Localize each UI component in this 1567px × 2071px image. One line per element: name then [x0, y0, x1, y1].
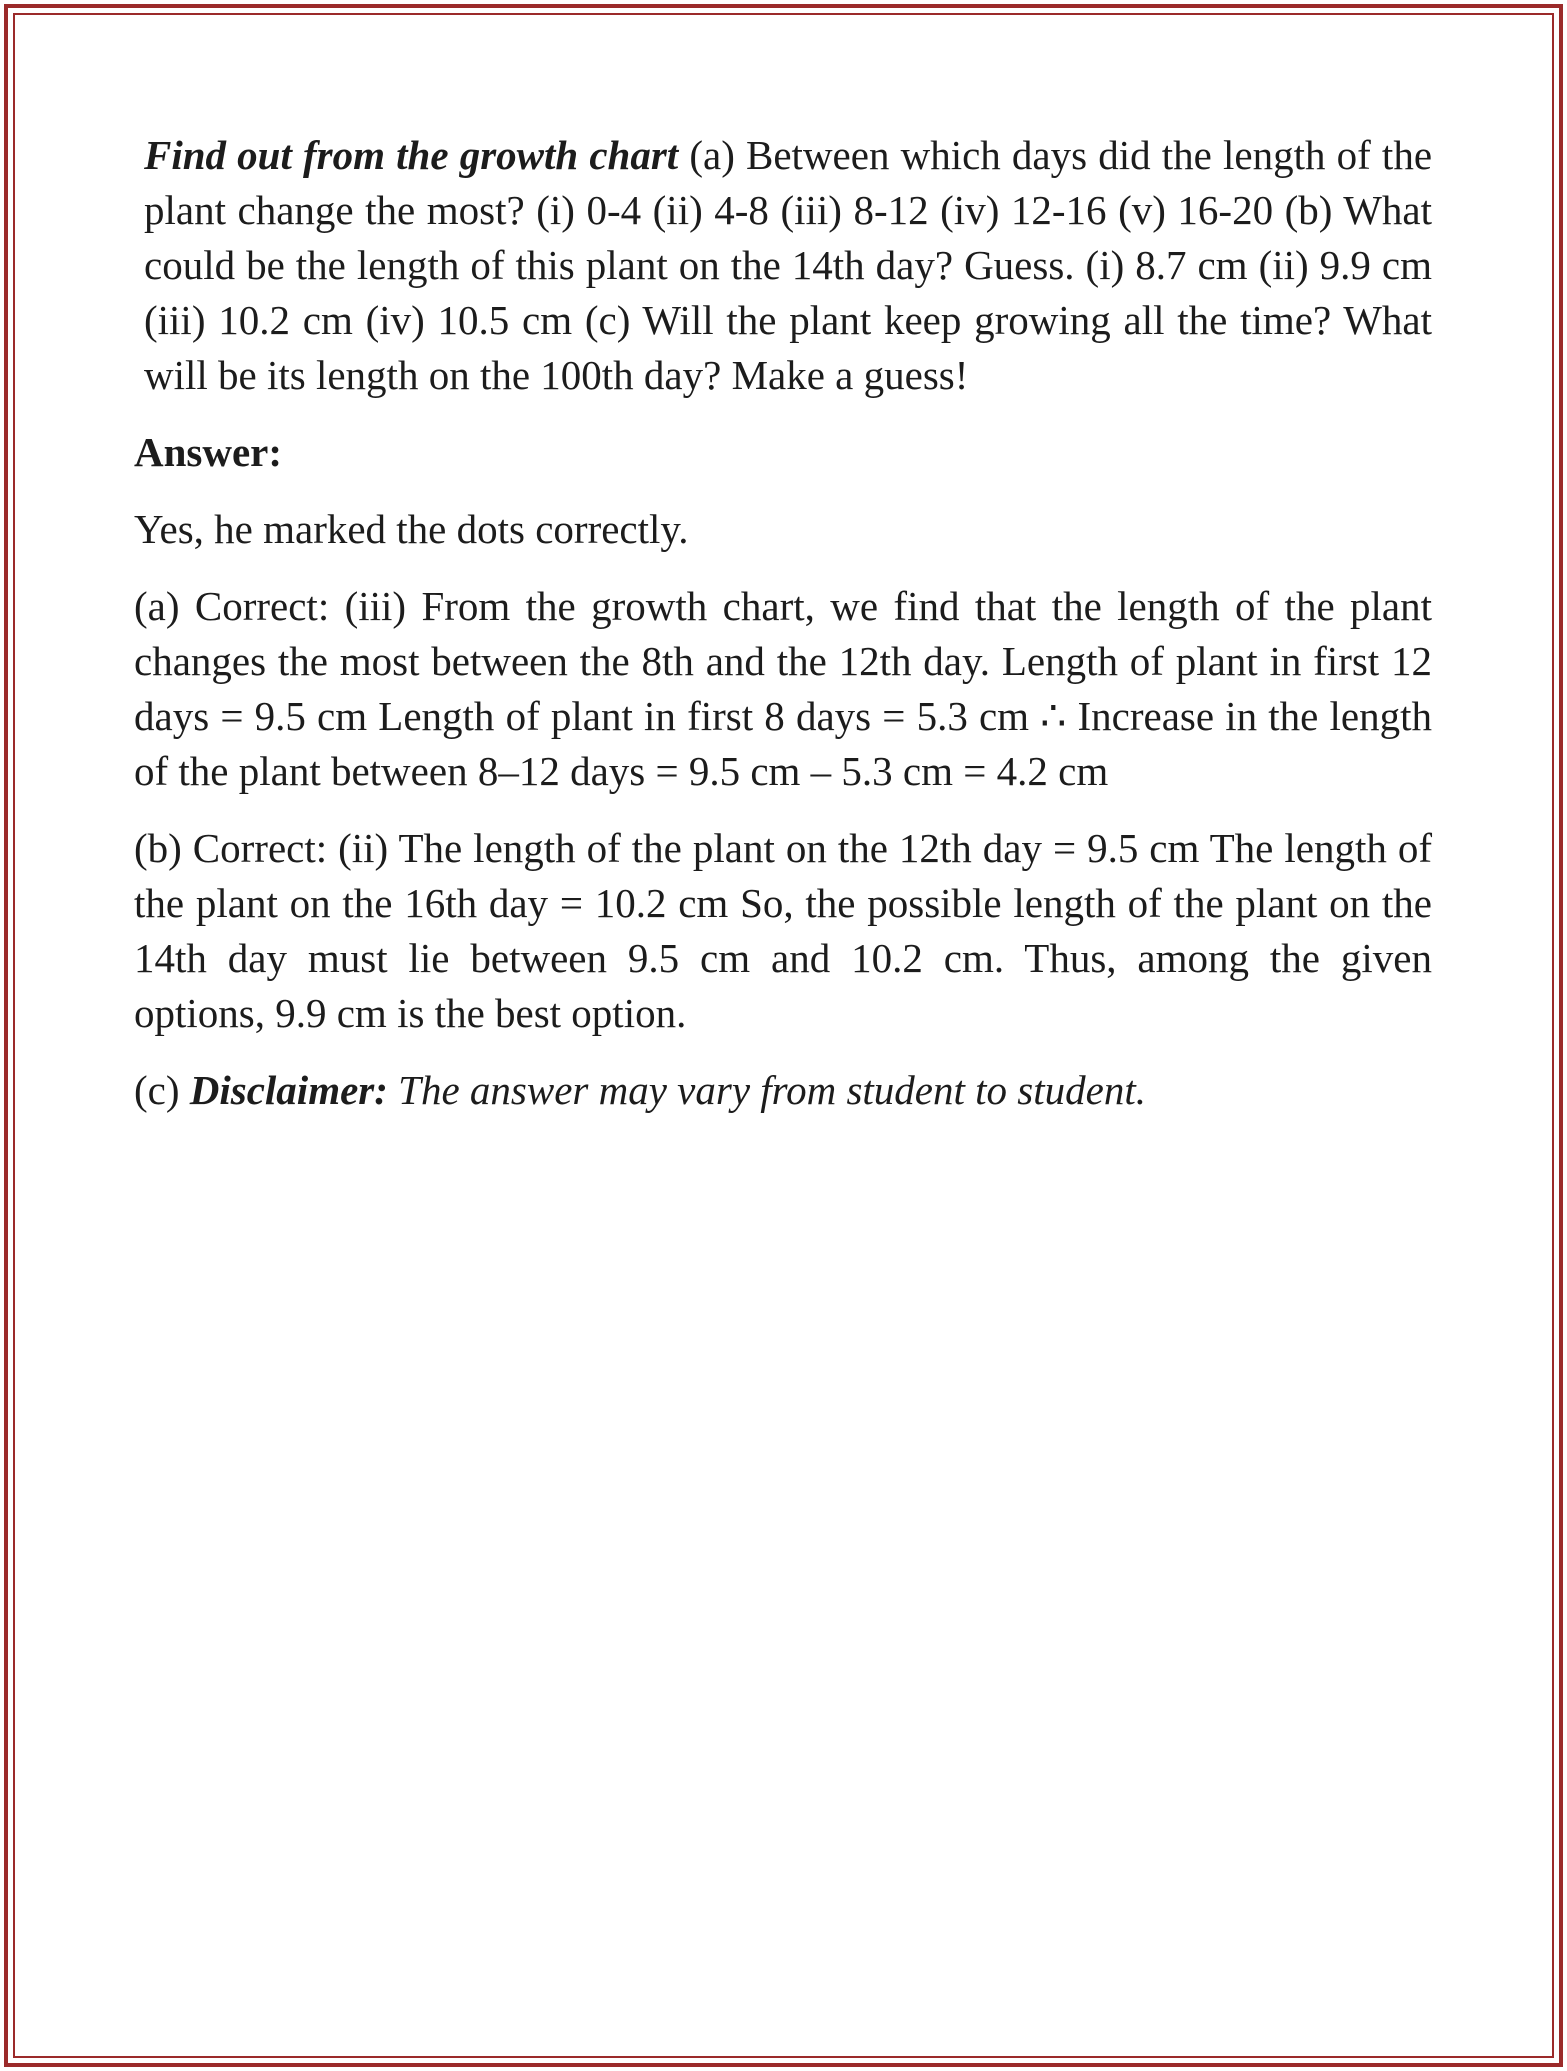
- answer-part-b: (b) Correct: (ii) The length of the plant on the 12th day = 9.5 cm The length of the plant on the 16th day = 10.2 cm So, the possible length of the plant on the 14th day must lie between 9.5 cm and 10.2 cm. Thus, among the given options, 9.9 cm is the best option.: [134, 825, 1432, 1036]
- answer-heading: Answer:: [134, 429, 283, 475]
- question-text: (a) Between which days did the length of the plant change the most? (i) 0-4 (ii) 4-8 (iii) 8-12 (iv) 12-16 (v) 16-20 (b) What could be the length of this plant on the 14th day? Guess. (i) 8.7 cm (ii) 9.9 cm (iii) 10.2 cm (iv) 10.5 cm (c) Will the plant keep growing all the time? What will be its length on the 100th day? Make a guess!: [144, 132, 1433, 398]
- answer-part-a: (a) Correct: (iii) From the growth chart, we find that the length of the plant changes the most between the 8th and the 12th day. Length of plant in first 12 days = 9.5 cm Length of plant in first 8 days = 5.3 cm ∴ Increase in the length of the plant between 8–12 days = 9.5 cm – 5.3 cm = 4.2 cm: [134, 583, 1432, 794]
- document-body: [134, 128, 1432, 1140]
- part-c-prefix: (c): [134, 1067, 180, 1113]
- answer-part-c: [134, 1063, 1432, 1118]
- answer-intro: Yes, he marked the dots correctly.: [134, 506, 689, 552]
- question-paragraph: [134, 128, 1432, 403]
- disclaimer-label: Disclaimer:: [189, 1067, 388, 1113]
- question-lead: Find out from the growth chart: [144, 132, 679, 178]
- disclaimer-text: The answer may vary from student to student.: [398, 1067, 1146, 1113]
